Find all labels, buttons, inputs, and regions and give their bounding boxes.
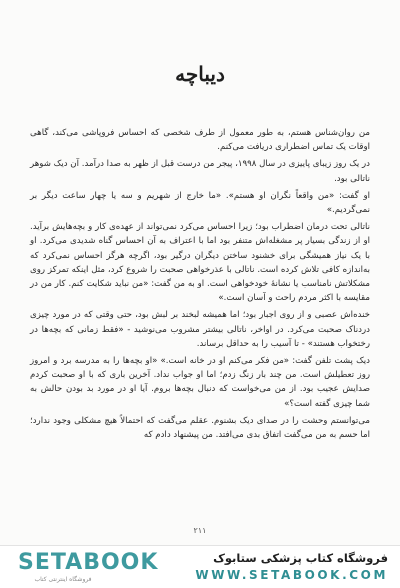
- page-body: [30, 126, 370, 445]
- paragraph: من روان‌شناس هستم، به طور معمول از طرف شخصی که احساس فروپاشی می‌کند، گاهی اوقات یک تماس اضطراری دریافت می‌کنم.: [30, 128, 370, 153]
- page-title: دیباچه: [175, 62, 225, 86]
- paragraph: می‌توانستم وحشت را در صدای دیک بشنوم. عقلم می‌گفت که احتمالاً هیچ مشکلی وجود ندارد؛ اما حسم به من می‌گفت اتفاق بدی می‌افتد. من پیشنهاد دادم که: [30, 415, 370, 441]
- paragraph: او گفت: «من واقعاً نگران او هستم». «ما خارج از شهریم و سه یا چهار ساعت دیگر بر نمی‌گردیم.»: [30, 190, 370, 216]
- store-banner: [0, 545, 400, 588]
- logo-wordmark: SETABOOK: [18, 550, 159, 575]
- store-url-link[interactable]: WWW.SETABOOK.COM: [195, 568, 388, 582]
- page-number: ۲۱۱: [193, 526, 207, 535]
- paragraph: خنده‌اش عصبی و از روی اجبار بود؛ اما همیشه لبخند بر لبش بود، حتی وقتی که در مورد چیزی دردناک صحبت می‌کرد. در اواخر، ناتالی بیشتر مشروب می‌نوشید - «فقط زمانی که بچه‌ها در رختخواب هستند» - تا آسیب را به حداقل برساند.: [30, 310, 370, 349]
- paragraph: در یک روز زیبای پاییزی در سال ۱۹۹۸، پیجر من درست قبل از ظهر به صدا درآمد. آن دیک شوهر ناتالی بود.: [30, 159, 370, 184]
- store-logo[interactable]: [8, 550, 159, 584]
- paragraph: دیک پشت تلفن گفت: «من فکر می‌کنم او در خانه است.» «او بچه‌ها را به مدرسه برد و امروز روز تعطیلش است. من چند بار زنگ زدم؛ اما او جواب نداد. آخرین باری که با او صحبت کردم صدایش عجیب بود. از من می‌خواست که دنبال بچه‌ها بروم. آیا او در مورد بد بودن حالش به شما چیزی گفته است؟»: [30, 356, 370, 409]
- paragraph: ناتالی تحت درمان اضطراب بود؛ زیرا احساس می‌کرد نمی‌تواند از عهده‌ی کار و بچه‌هایش برآید. او از زندگی بسیار پر مشغله‌اش متنفر بود اما با اعتراف به آن احساس گناه شدیدی می‌کرد. او با یک نیاز همیشگی برای خشنود ساختن دیگران درگیر بود، اگرچه هرگز احساس نمی‌کرد که به‌اندازه کافی تلاش کرده است. ناتالی با عذرخواهی صحبت را شروع کرد، مثل اینکه تمرکز روی مشکلاتش نامناسب یا نشانهٔ خودخواهی است. او به من گفت: «من نباید شکایت کنم. کار من در مقایسه با اکثر مردم راحت و آسان است.»: [30, 222, 370, 304]
- logo-subtitle: فروشگاه اینترنتی کتاب: [34, 576, 92, 583]
- store-name: فروشگاه کتاب پزشکی ستابوک: [213, 551, 388, 565]
